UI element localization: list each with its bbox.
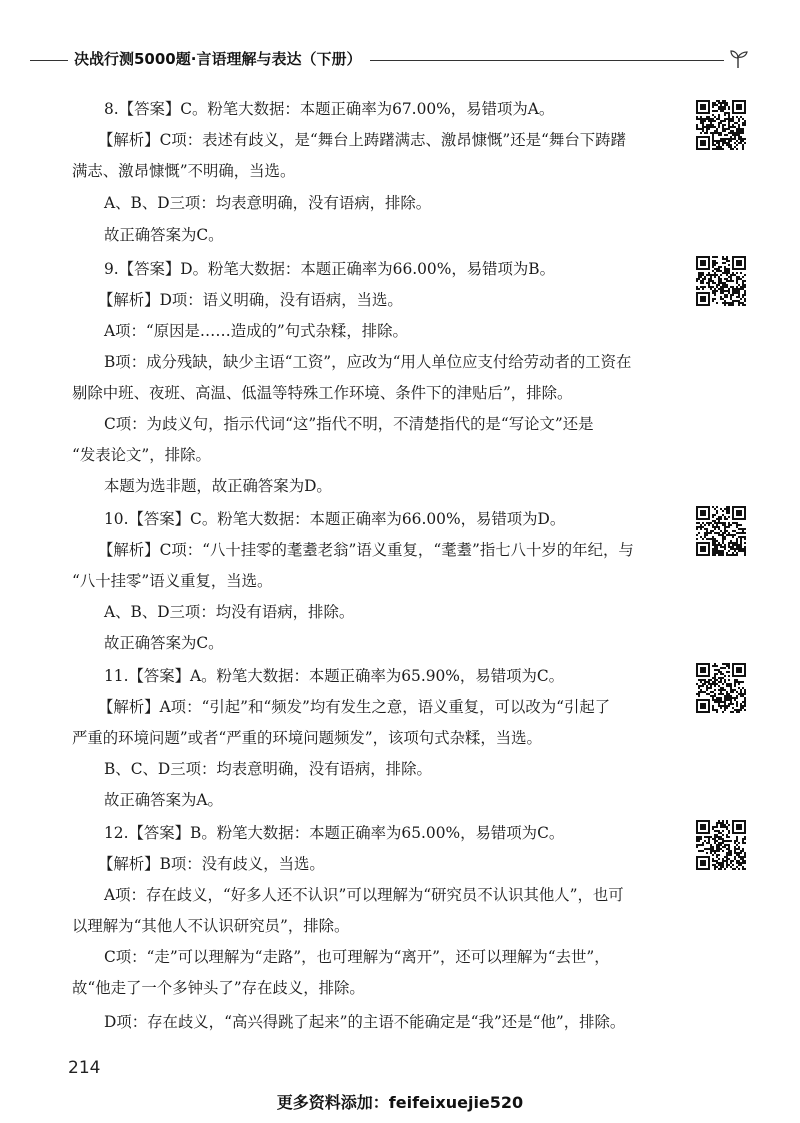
q8-answer: 8.【答案】C。粉笔大数据：本题正确率为67.00%，易错项为A。 — [104, 100, 555, 118]
qr-code-q11[interactable] — [696, 663, 746, 713]
q11-analysis: 【解析】A项：“引起”和“频发”均有发生之意，语义重复，可以改为“引起了 — [98, 698, 611, 716]
qr-code-q10[interactable] — [696, 506, 746, 556]
q9-analysis: 【解析】D项：语义明确，没有语病，当选。 — [98, 291, 403, 309]
q9-conclusion: 本题为选非题，故正确答案为D。 — [104, 477, 332, 495]
q8-option-abd: A、B、D三项：均表意明确，没有语病，排除。 — [104, 194, 432, 212]
qr-code-q9[interactable] — [696, 256, 746, 306]
header-rule-right — [370, 60, 724, 61]
q9-option-a: A项：“原因是……造成的”句式杂糅，排除。 — [104, 322, 408, 340]
q11-conclusion: 故正确答案为A。 — [104, 791, 223, 809]
q10-option-abd: A、B、D三项：均没有语病，排除。 — [104, 603, 355, 621]
sprout-icon — [726, 46, 750, 70]
q9-option-b-cont: 剔除中班、夜班、高温、低温等特殊工作环境、条件下的津贴后”，排除。 — [72, 384, 573, 402]
q11-answer: 11.【答案】A。粉笔大数据：本题正确率为65.90%，易错项为C。 — [104, 667, 565, 685]
header-rule-left — [30, 60, 68, 61]
q8-conclusion: 故正确答案为C。 — [104, 226, 224, 244]
q10-answer: 10.【答案】C。粉笔大数据：本题正确率为66.00%，易错项为D。 — [104, 510, 566, 528]
q9-option-b: B项：成分残缺，缺少主语“工资”，应改为“用人单位应支付给劳动者的工资在 — [104, 353, 632, 371]
q12-option-d: D项：存在歧义，“高兴得跳了起来”的主语不能确定是“我”还是“他”，排除。 — [104, 1013, 626, 1031]
q12-analysis: 【解析】B项：没有歧义，当选。 — [98, 855, 325, 873]
q11-option-bcd: B、C、D三项：均表意明确，没有语病，排除。 — [104, 760, 432, 778]
qr-code-q8[interactable] — [696, 100, 746, 150]
q9-option-c: C项：为歧义句，指示代词“这”指代不明，不清楚指代的是“写论文”还是 — [104, 415, 594, 433]
qr-code-q12[interactable] — [696, 820, 746, 870]
q10-conclusion: 故正确答案为C。 — [104, 634, 224, 652]
q12-option-a: A项：存在歧义，“好多人还不认识”可以理解为“研究员不认识其他人”，也可 — [104, 886, 624, 904]
page-number: 214 — [68, 1058, 101, 1078]
footer-note: 更多资料添加：feifeixuejie520 — [276, 1093, 524, 1112]
q12-option-c: C项：“走”可以理解为“走路”，也可理解为“离开”，还可以理解为“去世”， — [104, 948, 610, 966]
q12-option-c-cont: 故“他走了一个多钟头了”存在歧义，排除。 — [72, 979, 365, 997]
header-title: 决战行测5000题·言语理解与表达（下册） — [74, 50, 362, 68]
q8-analysis: 【解析】C项：表述有歧义，是“舞台上踌躇满志、激昂慷慨”还是“舞台下踌躇 — [98, 131, 626, 149]
q10-analysis: 【解析】C项：“八十挂零的耄耋老翁”语义重复，“耄耋”指七八十岁的年纪，与 — [98, 541, 634, 559]
q12-answer: 12.【答案】B。粉笔大数据：本题正确率为65.00%，易错项为C。 — [104, 824, 565, 842]
q11-analysis-cont: 严重的环境问题”或者“严重的环境问题频发”，该项句式杂糅，当选。 — [72, 729, 542, 747]
q10-analysis-cont: “八十挂零”语义重复，当选。 — [72, 572, 273, 590]
running-header — [0, 46, 800, 76]
q9-option-c-cont: “发表论文”，排除。 — [72, 446, 211, 464]
q12-option-a-cont: 以理解为“其他人不认识研究员”，排除。 — [72, 917, 350, 935]
q8-analysis-cont: 满志、激昂慷慨”不明确，当选。 — [72, 162, 296, 180]
q9-answer: 9.【答案】D。粉笔大数据：本题正确率为66.00%，易错项为B。 — [104, 260, 556, 278]
